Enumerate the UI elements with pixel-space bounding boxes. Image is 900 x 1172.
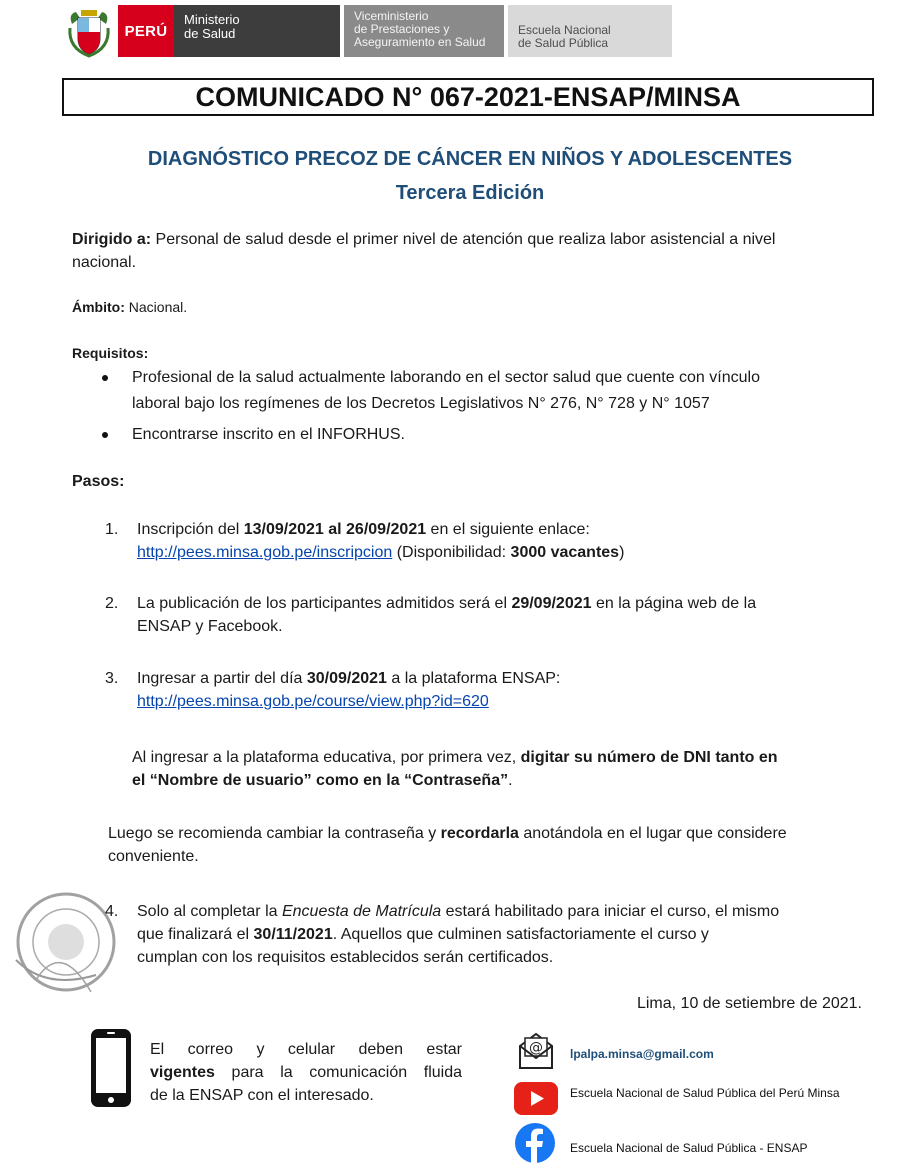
bullet-icon	[102, 375, 108, 381]
vice-line1: Viceministerio	[354, 9, 429, 23]
dirigido-section	[72, 228, 872, 274]
mobile-phone-icon	[90, 1028, 132, 1108]
password-note: Luego se recomienda cambiar la contraseña y recordarla anotándola en el lugar que considere conveniente.	[108, 825, 787, 865]
ambito-section	[72, 299, 187, 315]
requisito-line: laboral bajo los regímenes de los Decretos Legislativos N° 276, N° 728 y N° 1057	[132, 395, 710, 412]
step-number: 3.	[105, 670, 119, 687]
document-date: Lima, 10 de setiembre de 2021.	[636, 995, 862, 1012]
step-number: 2.	[105, 595, 119, 612]
vice-line2: de Prestaciones y	[354, 22, 450, 36]
youtube-icon	[514, 1082, 558, 1115]
contact-facebook: Escuela Nacional de Salud Pública - ENSAP	[570, 1141, 808, 1155]
vice-line3: Aseguramiento en Salud	[354, 35, 486, 49]
escuela-label	[508, 5, 672, 57]
step-2: 2. La publicación de los participantes admitidos será el 29/09/2021 en la página web de la ENSAP y Facebook.	[137, 592, 867, 638]
contact-email: lpalpa.minsa@gmail.com	[570, 1047, 714, 1061]
bullet-icon	[102, 432, 108, 438]
inscripcion-link[interactable]: http://pees.minsa.gob.pe/inscripcion	[137, 544, 393, 561]
comunicado-title: COMUNICADO N° 067-2021-ENSAP/MINSA	[62, 78, 874, 116]
viceministerio-label	[344, 5, 504, 57]
escuela-line2: de Salud Pública	[518, 36, 609, 50]
step-number: 4.	[105, 903, 119, 920]
facebook-icon	[515, 1123, 555, 1163]
ministerio-line1: Ministerio	[184, 12, 240, 27]
requisito-item	[132, 366, 862, 415]
step-1: 1. Inscripción del 13/09/2021 al 26/09/2021 en el siguiente enlace: http://pees.minsa.gob.pe/inscripcion (Disponibilidad: 3000 vacantes)	[137, 518, 867, 564]
dni-note: Al ingresar a la plataforma educativa, por primera vez, digitar su número de DNI tanto en el “Nombre de usuario” como en la “Contraseña”.	[132, 749, 778, 789]
step-3: 3. Ingresar a partir del día 30/09/2021 a la plataforma ENSAP: http://pees.minsa.gob.pe/course/view.php?id=620	[137, 667, 867, 713]
dirigido-text-line2: nacional.	[72, 254, 137, 271]
dirigido-text: Personal de salud desde el primer nivel de atención que realiza labor asistencial a nivel	[151, 231, 776, 248]
official-stamp-icon	[6, 880, 119, 1020]
email-icon	[516, 1030, 556, 1070]
ambito-text: Nacional.	[124, 299, 188, 315]
document-title: DIAGNÓSTICO PRECOZ DE CÁNCER EN NIÑOS Y ADOLESCENTES	[147, 148, 793, 170]
requisito-line: Encontrarse inscrito en el INFORHUS.	[132, 426, 405, 443]
requisito-item	[132, 423, 862, 446]
peru-label: PERÚ	[118, 5, 174, 57]
document-subtitle: Tercera Edición	[395, 182, 545, 204]
ministerio-label	[174, 5, 340, 57]
minsa-logo	[118, 5, 340, 57]
step-number: 1.	[105, 521, 119, 538]
peru-coat-of-arms-icon	[66, 8, 112, 58]
contact-note: El correo y celular deben estar vigentes para la comunicación fluida de la ENSAP con el interesado.	[150, 1041, 462, 1104]
requisito-line: Profesional de la salud actualmente laborando en el sector salud que cuente con vínculo	[132, 369, 760, 386]
escuela-line1: Escuela Nacional	[518, 23, 611, 37]
ministerio-line2: de Salud	[184, 26, 236, 41]
requisitos-label: Requisitos:	[72, 345, 149, 361]
ambito-label: Ámbito:	[72, 299, 125, 315]
svg-text:@: @	[529, 1040, 543, 1056]
dirigido-label: Dirigido a:	[72, 231, 152, 248]
platform-link[interactable]: http://pees.minsa.gob.pe/course/view.php?id=620	[137, 693, 489, 710]
contact-youtube: Escuela Nacional de Salud Pública del Perú Minsa	[570, 1086, 840, 1100]
pasos-label: Pasos:	[72, 473, 125, 490]
step-4: 4. Solo al completar la Encuesta de Matrícula estará habilitado para iniciar el curso, el mismo que finalizará el 30/11/2021. Aquellos que culminen satisfactoriamente el curso y cumplan con los requisitos establecidos serán certificados.	[137, 900, 867, 969]
